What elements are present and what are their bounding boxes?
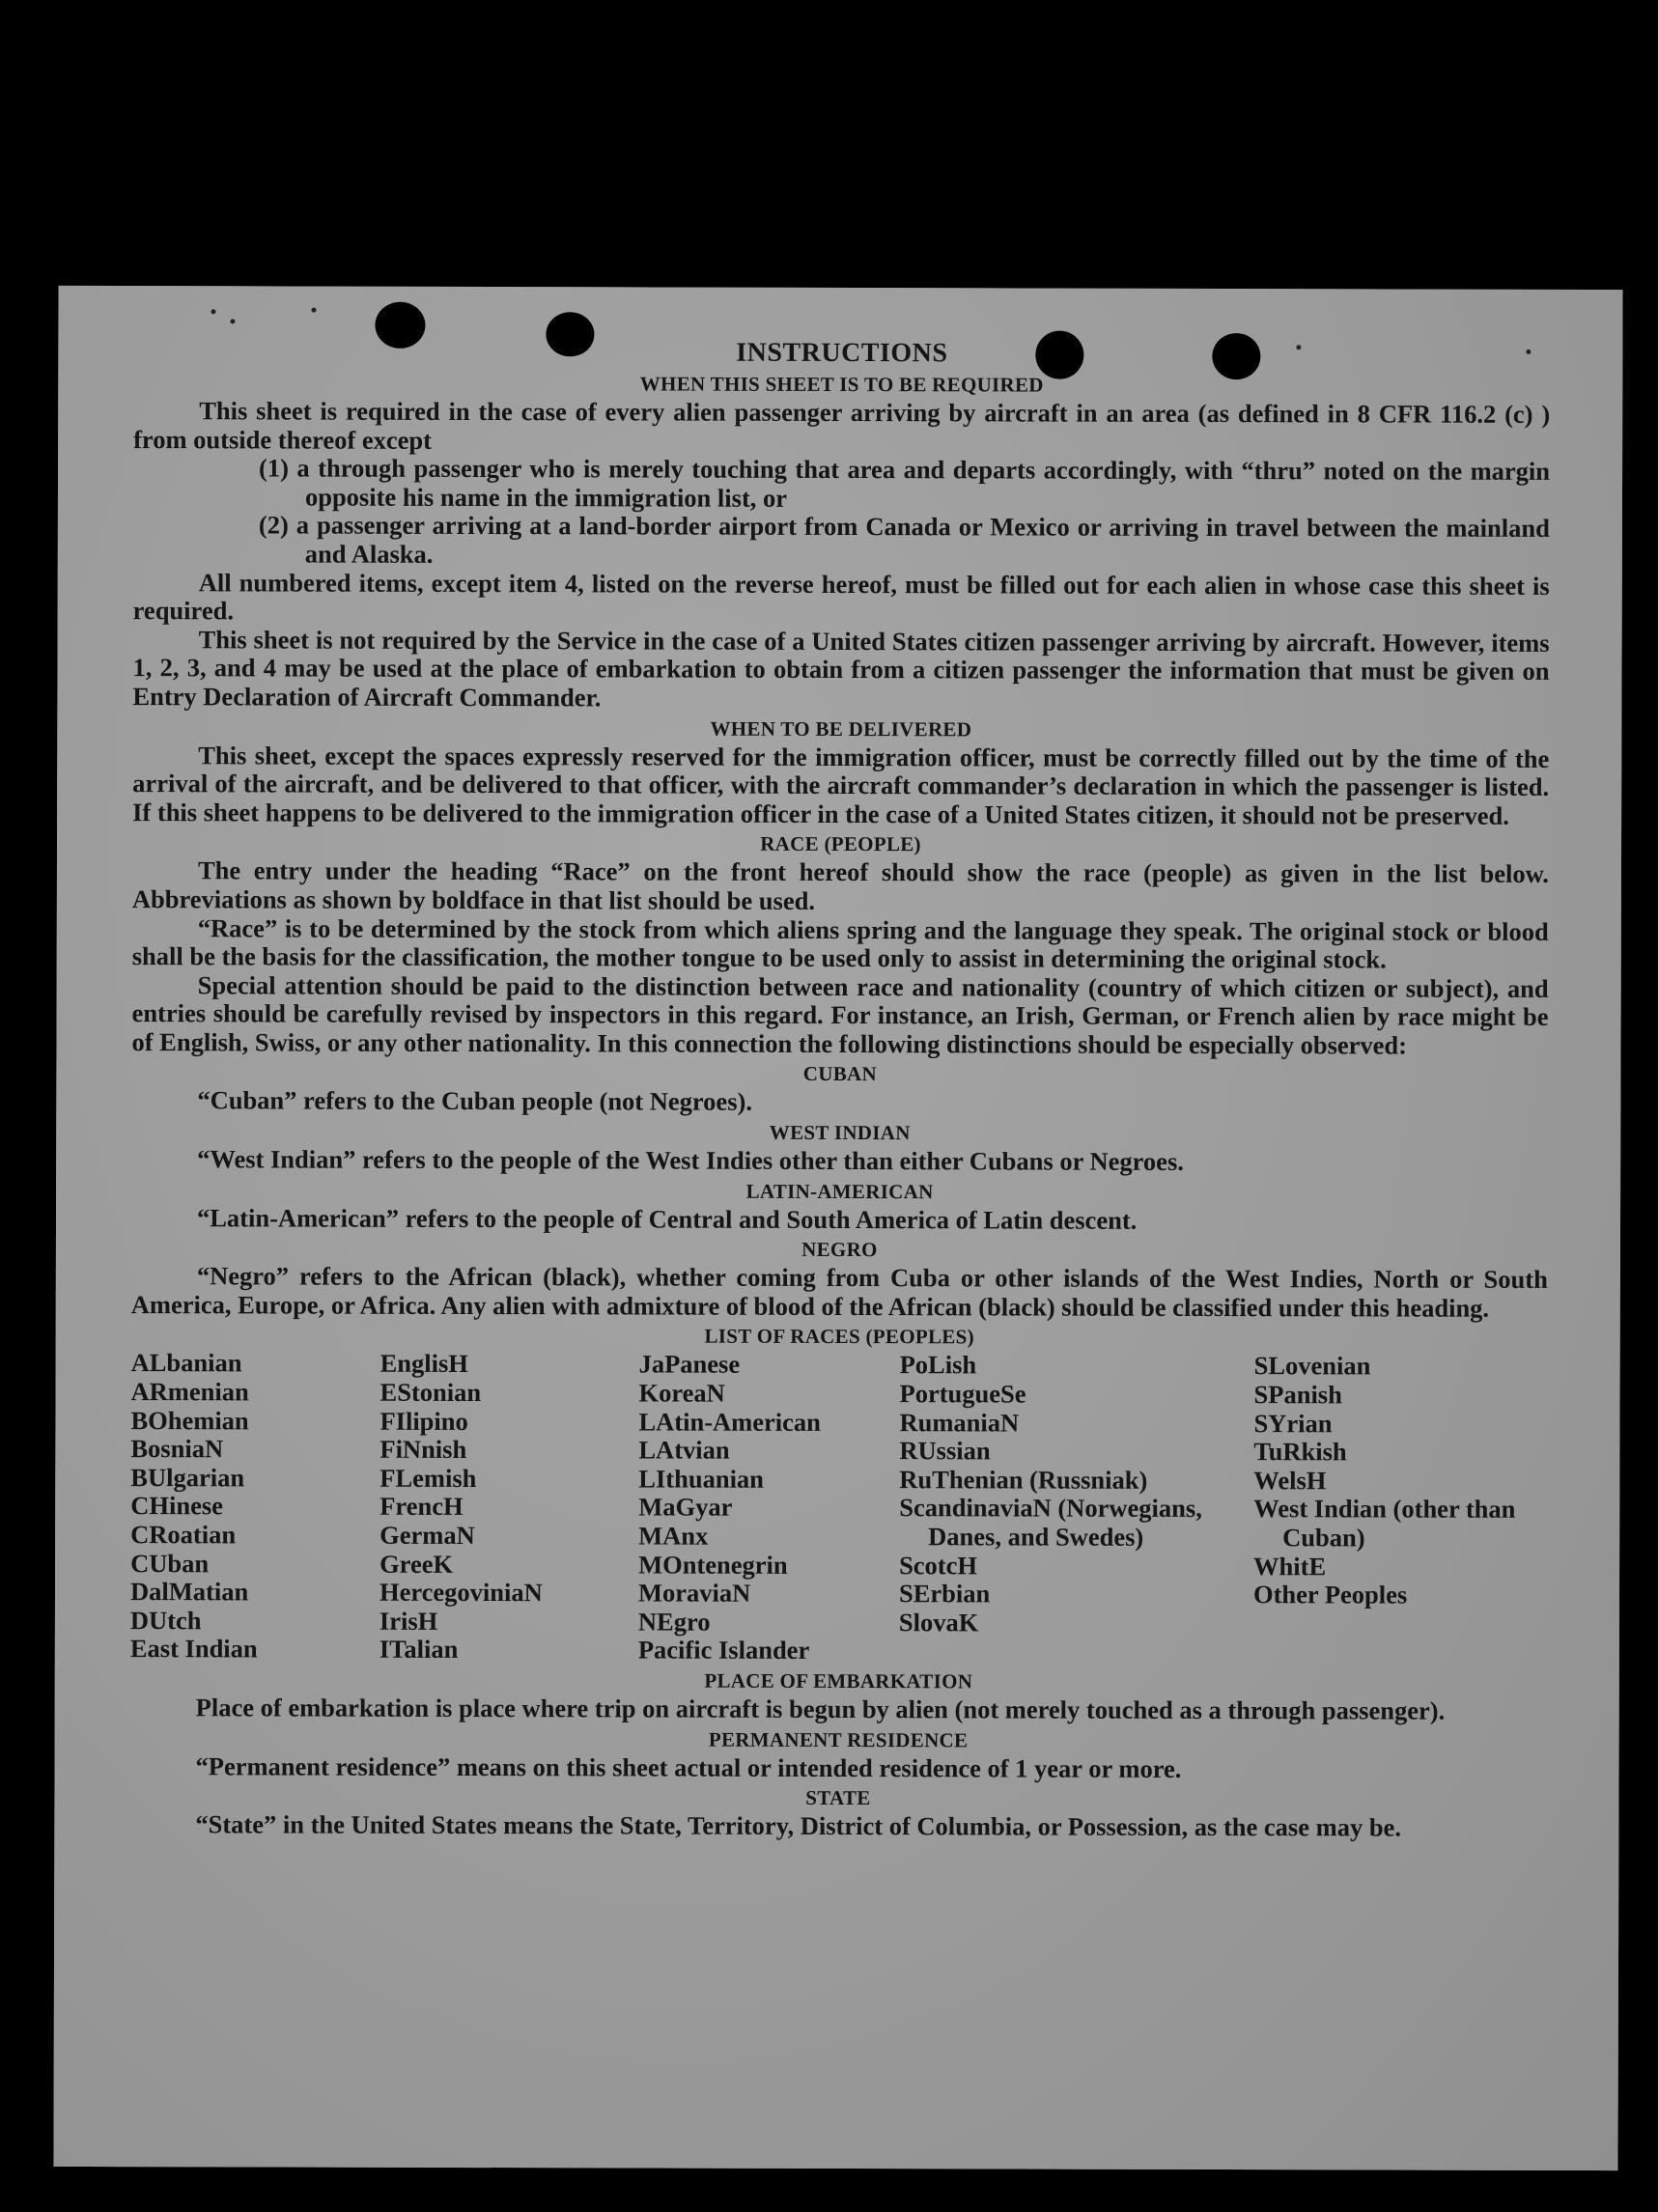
race-paragraph-1: The entry under the heading “Race” on the front hereof should show the race (people) as given in the list below. Abbreviations as shown by boldface in that list should be used. — [131, 855, 1550, 915]
race-entry: FLemish — [379, 1463, 477, 1493]
race-entry: ScotcH — [899, 1550, 978, 1580]
race-entry: WhitE — [1253, 1551, 1327, 1581]
dust-speck — [311, 308, 316, 313]
race-entry: SErbian — [898, 1579, 991, 1609]
negro-heading: NEGRO — [801, 1238, 878, 1262]
race-paragraph-2: “Race” is to be determined by the stock from which aliens spring and the language they speak. The original stock or blood shall be the basis for the classification, the mother tongue to be used only to assist in determining the original stock. — [131, 912, 1549, 974]
races-column-4 — [899, 1352, 1254, 1666]
races-column-2 — [379, 1350, 639, 1665]
cuban-paragraph: “Cuban” refers to the Cuban people (not Negroes). — [197, 1085, 753, 1117]
exception-item-2: (2) a passenger arriving at a land-border airport from Canada or Mexico or arriving in travel between the mainland and Alaska. — [258, 510, 1550, 569]
race-entry: BOhemian — [130, 1405, 249, 1436]
races-list — [130, 1350, 1548, 1667]
dust-speck — [1526, 350, 1531, 354]
races-column-3 — [638, 1351, 900, 1666]
permanent-residence-paragraph: “Permanent residence” means on this sheet actual or intended residence of 1 year or more. — [195, 1750, 1182, 1783]
race-entry: HercegoviniaN — [379, 1577, 543, 1608]
citizen-paragraph: This sheet is not required by the Service in the case of a United States citizen passenger arriving by aircraft. However, items 1, 2, 3, and 4 may be used at the place of embarkation to obtain from a citizen passenger the information that must be given on Entry Declaration of Aircraft Commander. — [132, 625, 1550, 713]
race-entry: RuThenian (Russniak) — [899, 1464, 1148, 1495]
permanent-residence-heading: PERMANENT RESIDENCE — [708, 1727, 969, 1751]
race-entry: SLovenian — [1253, 1351, 1371, 1381]
race-entry: SPanish — [1253, 1380, 1342, 1410]
race-entry: ALbanian — [130, 1348, 242, 1378]
race-entry: EStonian — [379, 1377, 482, 1408]
race-entry: ITalian — [379, 1635, 459, 1665]
race-entry: CHinese — [130, 1491, 223, 1521]
race-entry: Pacific Islander — [637, 1635, 810, 1666]
when-delivered-heading: WHEN TO BE DELIVERED — [710, 716, 972, 741]
punch-hole — [1035, 331, 1083, 379]
race-entry: MAnx — [638, 1521, 709, 1551]
race-entry: SYrian — [1253, 1408, 1333, 1438]
races-column-1 — [130, 1350, 380, 1665]
state-paragraph: “State” in the United States means the State, Territory, District of Columbia, or Possession, as the case may be. — [195, 1809, 1402, 1842]
race-entry: TuRkish — [1253, 1437, 1347, 1467]
race-entry: RumaniaN — [899, 1407, 1020, 1438]
race-entry: NEgro — [637, 1607, 711, 1637]
race-entry: FrencH — [379, 1492, 464, 1522]
place-of-embarkation-heading: PLACE OF EMBARKATION — [704, 1668, 973, 1694]
numbered-items-paragraph: All numbered items, except item 4, listed on the reverse hereof, must be filled out for each alien in whose case this sheet is required. — [132, 567, 1550, 626]
race-entry: MaGyar — [638, 1492, 733, 1523]
punch-hole — [375, 302, 425, 349]
dust-speck — [211, 309, 215, 314]
race-entry: MOntenegrin — [638, 1550, 788, 1580]
punch-hole — [546, 312, 594, 356]
race-entry: FiNnish — [379, 1434, 467, 1465]
when-required-heading: WHEN THIS SHEET IS TO BE REQUIRED — [639, 372, 1044, 397]
race-entry: West Indian (other than Cuban) — [1253, 1494, 1516, 1553]
list-of-races-heading: LIST OF RACES (PEOPLES) — [704, 1325, 974, 1349]
race-entry: CRoatian — [130, 1520, 237, 1550]
race-entry: DUtch — [129, 1605, 202, 1636]
race-entry: WelsH — [1253, 1465, 1327, 1496]
race-heading: RACE (PEOPLE) — [760, 832, 921, 856]
race-entry: East Indian — [129, 1634, 258, 1664]
race-entry: LAtvian — [638, 1435, 730, 1465]
race-entry: JaPanese — [638, 1349, 741, 1380]
punch-hole — [1212, 333, 1260, 379]
document-sheet — [53, 286, 1622, 2170]
when-required-intro: This sheet is required in the case of every alien passenger arriving by aircraft in an area (as defined in 8 CFR 116.2 (c) ) from outside thereof except — [133, 396, 1551, 455]
state-heading: STATE — [805, 1786, 871, 1810]
race-entry: DalMatian — [129, 1577, 249, 1607]
west-indian-paragraph: “West Indian” refers to the people of the West Indies other than either Cubans or Negroes. — [197, 1144, 1184, 1176]
race-entry: MoraviaN — [637, 1578, 751, 1608]
race-paragraph-3: Special attention should be paid to the distinction between race and nationality (country of which citizen or subject), and entries should be carefully revised by inspectors in this regard. For instance, an Irish, German, or French alien by race might be of English, Swiss, or any other nationality. In this connection the following distinctions should be especially observed: — [131, 969, 1549, 1060]
west-indian-heading: WEST INDIAN — [769, 1120, 911, 1145]
race-entry: BUlgarian — [130, 1462, 245, 1493]
race-entry: SlovaK — [898, 1607, 979, 1638]
race-entry: CUban — [130, 1548, 210, 1578]
race-entry: PortugueSe — [899, 1379, 1026, 1409]
race-entry: RUssian — [899, 1436, 991, 1466]
race-entry: KoreaN — [638, 1378, 725, 1408]
race-entry: BosniaN — [130, 1434, 224, 1464]
cuban-heading: CUBAN — [802, 1062, 878, 1086]
when-delivered-paragraph: This sheet, except the spaces expressly reserved for the immigration officer, must be correctly filled out by the time of the arrival of the aircraft, and be delivered to that officer, with the aircraft commander’s declaration in which the passenger is listed. If this sheet happens to be delivered to the immigration officer in the case of a United States citizen, it should not be preserved. — [132, 740, 1550, 830]
exception-item-1: (1) a through passenger who is merely touching that area and departs accordingly, with “thru” noted on the margin opposite his name in the immigration list, or — [259, 453, 1551, 513]
race-entry: ScandinaviaN (Norwegians, Danes, and Swedes) — [899, 1493, 1202, 1552]
race-entry: PoLish — [899, 1350, 977, 1380]
negro-paragraph: “Negro” refers to the African (black), whether coming from Cuba or other islands of the West Indies, North or South America, Europe, or Africa. Any alien with admixture of blood of the African (black) should be classified under this heading. — [130, 1261, 1548, 1323]
races-column-5 — [1253, 1353, 1544, 1667]
race-entry: GreeK — [379, 1549, 454, 1579]
race-entry: LIthuanian — [638, 1464, 764, 1494]
race-entry: LAtin-American — [638, 1407, 821, 1437]
dust-speck — [1296, 345, 1301, 350]
latin-american-paragraph: “Latin-American” refers to the people of Central and South America of Latin descent. — [196, 1202, 1138, 1235]
race-entry: IrisH — [379, 1606, 438, 1636]
race-entry: FIlipino — [379, 1406, 468, 1436]
race-entry: Other Peoples — [1252, 1580, 1408, 1610]
race-entry: EnglisH — [379, 1349, 468, 1379]
place-of-embarkation-paragraph: Place of embarkation is place where trip on aircraft is begun by alien (not merely touched as a through passenger). — [195, 1693, 1446, 1725]
dust-speck — [230, 319, 235, 323]
latin-american-heading: LATIN-AMERICAN — [745, 1179, 934, 1203]
race-entry: ARmenian — [130, 1377, 249, 1407]
race-entry: GermaN — [379, 1520, 475, 1551]
instructions-title: INSTRUCTIONS — [736, 337, 948, 369]
